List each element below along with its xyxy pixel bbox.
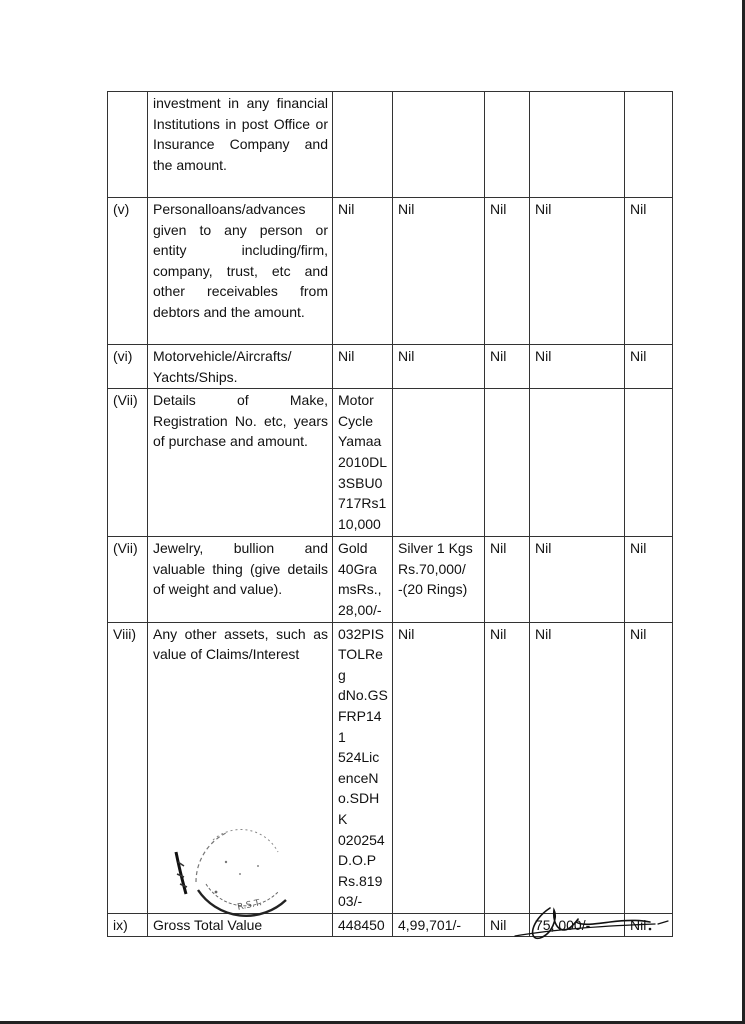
value-cell-1: 448450 — [333, 913, 393, 936]
value-cell-1 — [333, 92, 393, 198]
signature-icon — [510, 896, 675, 956]
description-cell: Gross Total Value — [148, 913, 333, 936]
value-cell-4: Nil — [530, 622, 625, 913]
row-number-cell: (Vii) — [108, 389, 148, 537]
row-number-cell: ix) — [108, 913, 148, 936]
value-cell-5: Nil — [625, 913, 673, 936]
value-cell-5: Nil — [625, 622, 673, 913]
row-number-cell: (Vii) — [108, 537, 148, 622]
svg-text:R.S.T.: R.S.T. — [236, 898, 263, 913]
value-cell-4: Nil — [530, 198, 625, 345]
row-number-cell: (vi) — [108, 345, 148, 389]
value-cell-1: Nil — [333, 198, 393, 345]
value-cell-5: Nil — [625, 198, 673, 345]
value-cell-5: Nil — [625, 537, 673, 622]
table-row — [108, 345, 673, 389]
description-cell: Any other assets, such as value of Claims/Interest — [148, 622, 333, 913]
value-cell-2: 4,99,701/- — [393, 913, 485, 936]
value-cell-4: Nil — [530, 345, 625, 389]
value-cell-2: Silver 1 Kgs Rs.70,000/ -(20 Rings) — [393, 537, 485, 622]
value-cell-2: Nil — [393, 622, 485, 913]
description-cell: Details of Make, Registration No. etc, years of purchase and amount. — [148, 389, 333, 537]
value-cell-1: Nil — [333, 345, 393, 389]
official-stamp — [168, 822, 303, 932]
value-cell-1: 032PIS TOLReg dNo.GS FRP141 524Lic enceN o.SDHK 020254 D.O.P Rs.819 03/- — [333, 622, 393, 913]
table-row — [108, 92, 673, 198]
value-cell-3 — [485, 92, 530, 198]
assets-table — [107, 91, 673, 937]
value-cell-5 — [625, 389, 673, 537]
row-number-cell: Viii) — [108, 622, 148, 913]
value-cell-3: Nil — [485, 537, 530, 622]
value-cell-4: 75, 000/- — [530, 913, 625, 936]
value-cell-4 — [530, 92, 625, 198]
value-cell-1: Gold 40Gra msRs., 28,00/- — [333, 537, 393, 622]
value-cell-3: Nil — [485, 345, 530, 389]
value-cell-1: Motor Cycle Yamaa 2010DL 3SBU0 717Rs1 10,000 — [333, 389, 393, 537]
table-row — [108, 198, 673, 345]
description-cell: Jewelry, bullion and valuable thing (give details of weight and value). — [148, 537, 333, 622]
value-cell-2: Nil — [393, 198, 485, 345]
value-cell-3 — [485, 389, 530, 537]
table-row — [108, 389, 673, 537]
description-cell: investment in any financial Institutions in post Office or Insurance Company and the amount. — [148, 92, 333, 198]
value-cell-2 — [393, 389, 485, 537]
row-number-cell — [108, 92, 148, 198]
value-cell-5: Nil — [625, 345, 673, 389]
value-cell-2 — [393, 92, 485, 198]
row-number-cell: (v) — [108, 198, 148, 345]
value-cell-5 — [625, 92, 673, 198]
stamp-icon — [168, 822, 303, 932]
value-cell-2: Nil — [393, 345, 485, 389]
description-cell: Personalloans/advances given to any person or entity including/firm, company, trust, etc and other receivables from debtors and the amount. — [148, 198, 333, 345]
signature — [510, 896, 675, 956]
table-row — [108, 537, 673, 622]
value-cell-3: Nil — [485, 622, 530, 913]
value-cell-3: Nil — [485, 913, 530, 936]
value-cell-4 — [530, 389, 625, 537]
value-cell-4: Nil — [530, 537, 625, 622]
value-cell-3: Nil — [485, 198, 530, 345]
description-cell: Motorvehicle/Aircrafts/ Yachts/Ships. — [148, 345, 333, 389]
